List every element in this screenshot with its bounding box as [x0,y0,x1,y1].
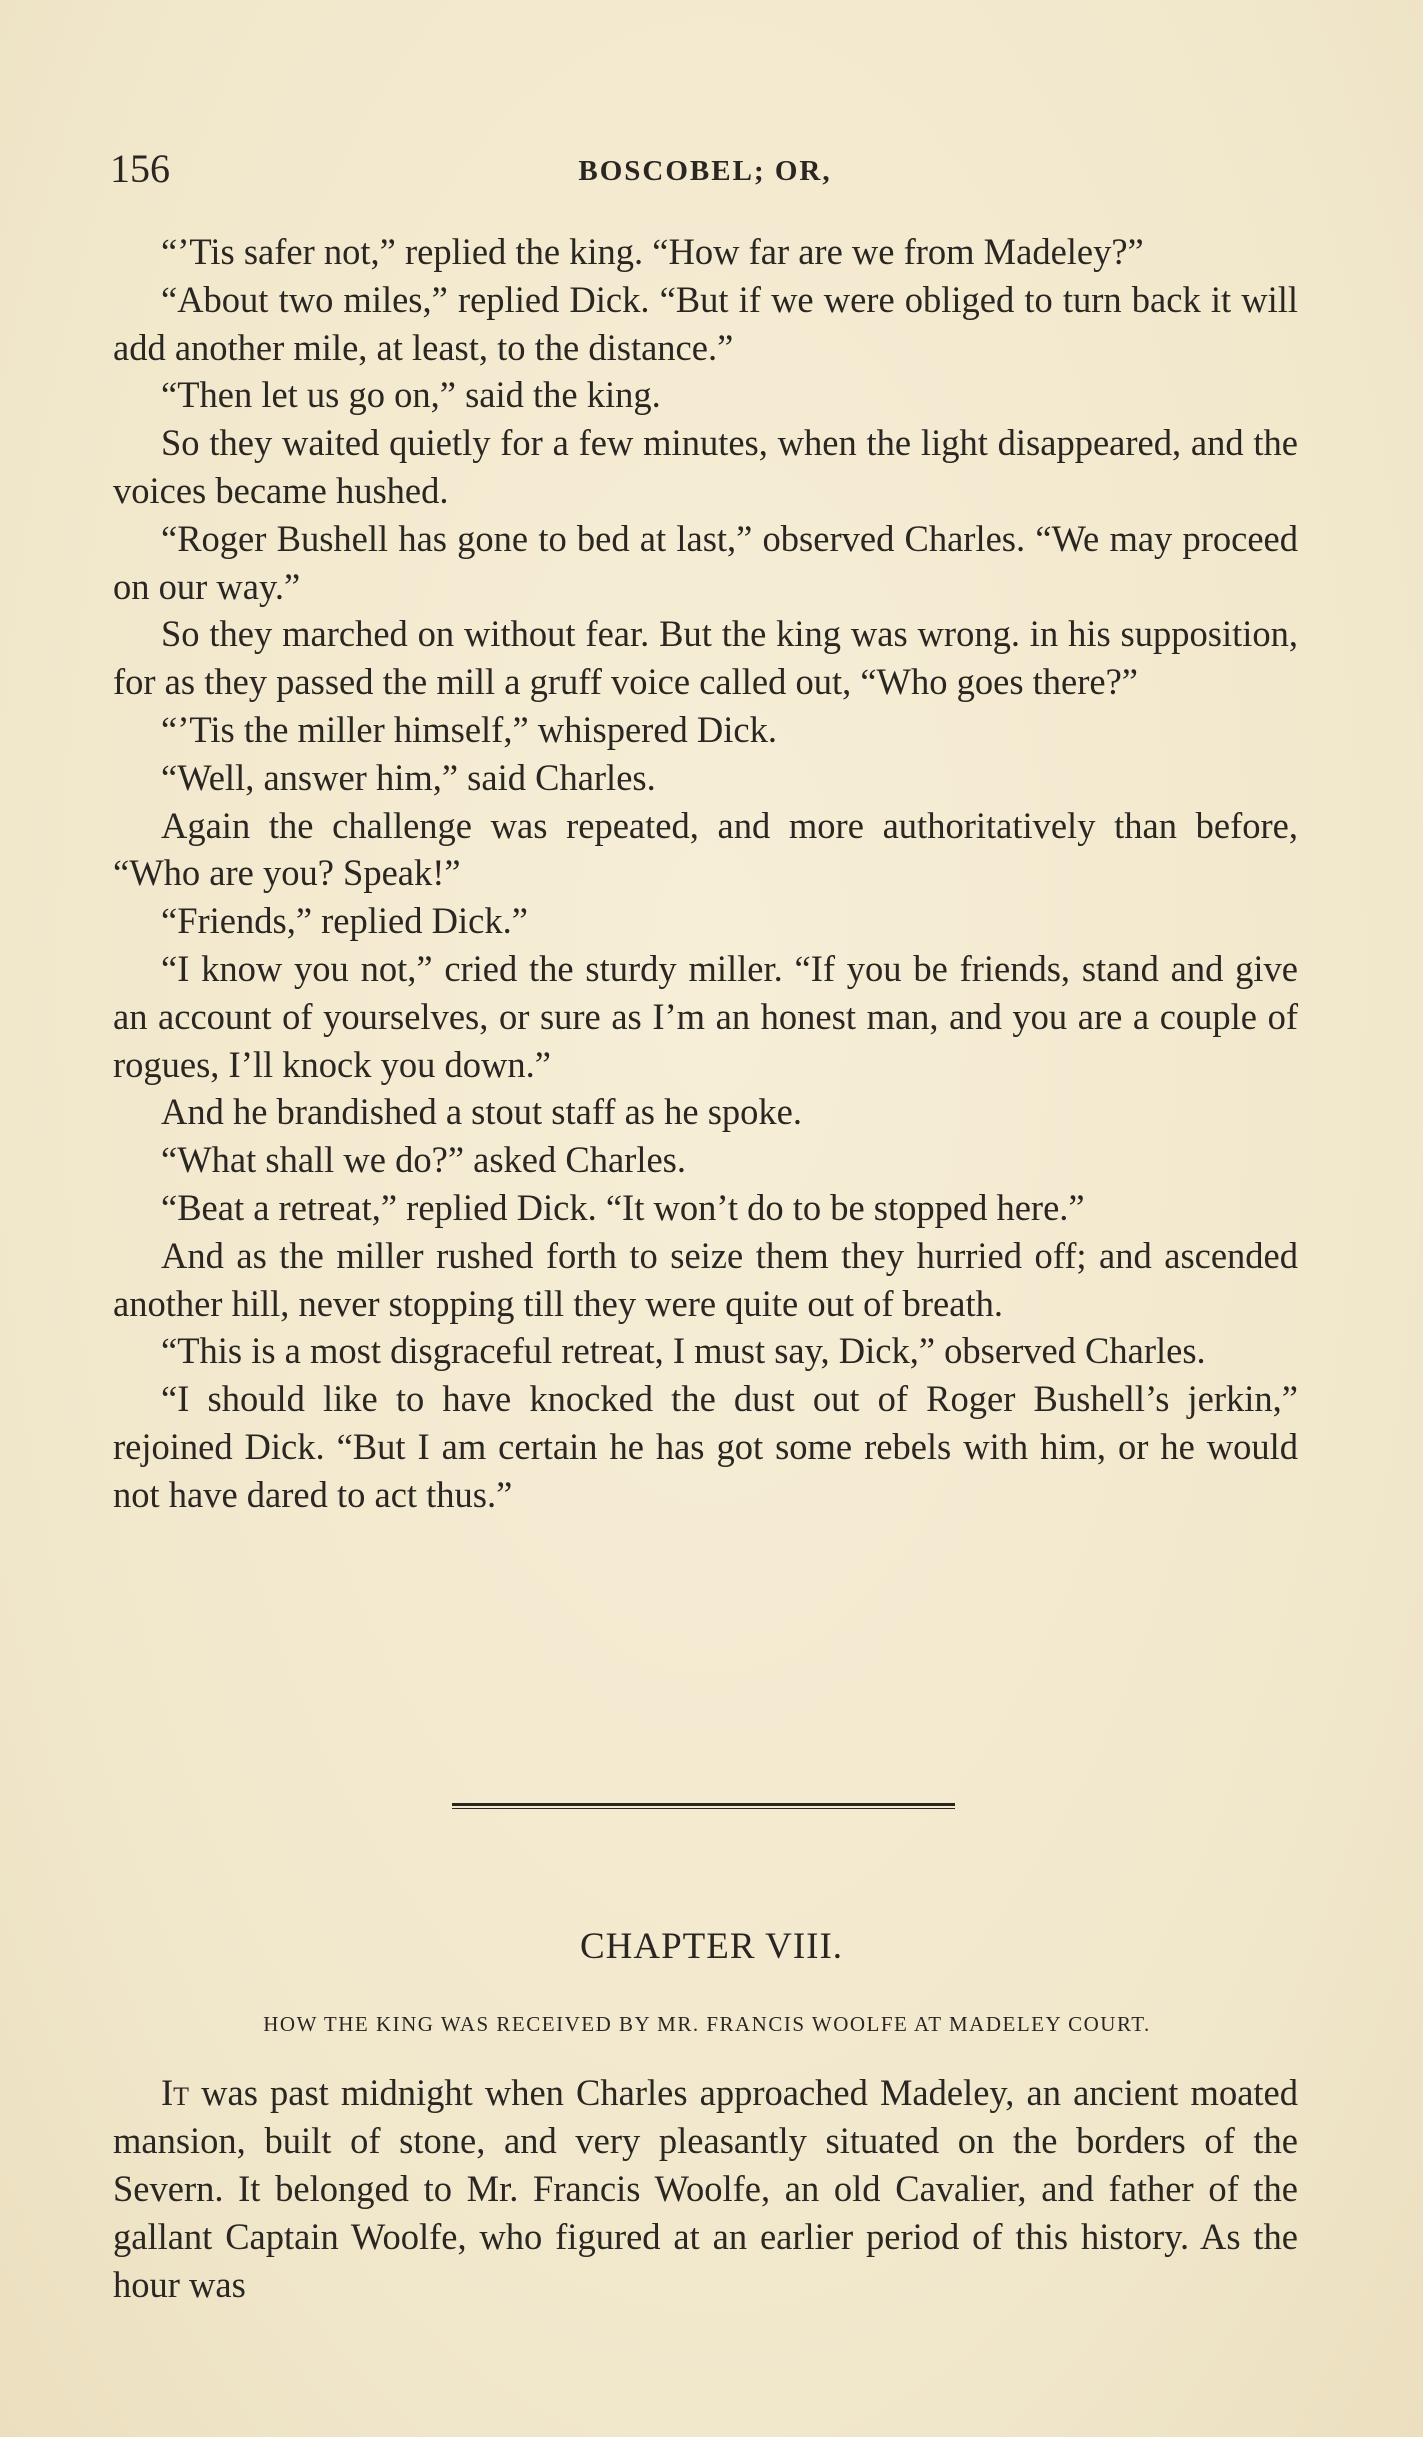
chapter-first-words: It [161,2072,190,2113]
chapter-opening [113,2069,1298,2309]
page-number: 156 [110,146,170,191]
paragraph: “’Tis the miller himself,” whispered Dick. [161,708,777,750]
paragraph: “Beat a retreat,” replied Dick. “It won’t do to be stopped here.” [161,1186,1085,1228]
paragraph: “About two miles,” replied Dick. “But if we were obliged to turn back it will add another mile, at least, to the distance.” [113,278,1298,368]
running-head [110,145,1300,195]
paragraph: Again the challenge was repeated, and more authoritatively than before, “Who are you? Speak!” [113,804,1298,894]
paragraph: “What shall we do?” asked Charles. [161,1139,686,1181]
running-title: BOSCOBEL; OR, [578,155,832,187]
paragraph: “I know you not,” cried the sturdy miller. “If you be friends, stand and give an account of yourselves, or sure as I’m an honest man, and you are a couple of rogues, I’ll knock you down.” [113,947,1298,1085]
chapter-title: CHAPTER VIII. [579,1926,844,1967]
paragraph: “Well, answer him,” said Charles. [161,756,656,798]
section-divider [452,1803,955,1809]
paragraph: And as the miller rushed forth to seize them they hurried off; and ascended another hill, never stopping till they were quite out of breath. [113,1234,1298,1324]
chapter-opening-text: was past midnight when Charles approached Madeley, an ancient moated mansion, built of stone, and very pleasantly situated on the borders of the Severn. It belonged to Mr. Francis Woolfe, an old Cavalier, and father of the gallant Captain Woolfe, who figured at an earlier period of this history. As the hour was [113,2072,1298,2305]
chapter-paragraph [113,2069,1298,2309]
body-text [113,228,1298,1519]
paragraph: “Roger Bushell has gone to bed at last,” observed Charles. “We may proceed on our way.” [113,517,1298,607]
paragraph: “’Tis safer not,” replied the king. “How far are we from Madeley?” [161,231,1144,272]
paragraph: “This is a most disgraceful retreat, I must say, Dick,” observed Charles. [161,1330,1206,1372]
paragraph: And he brandished a stout staff as he spoke. [161,1091,802,1133]
paragraph: So they waited quietly for a few minutes, when the light disappeared, and the voices became hushed. [113,422,1298,511]
paragraph: “I should like to have knocked the dust out of Roger Bushell’s jerkin,” rejoined Dick. “But I am certain he has got some rebels with him, or he would not have dared to act thus.” [113,1378,1298,1515]
paragraph: “Friends,” replied Dick.” [161,900,528,942]
paragraph: “Then let us go on,” said the king. [161,374,661,416]
chapter-subtitle: HOW THE KING WAS RECEIVED BY MR. FRANCIS WOOLFE AT MADELEY COURT. [263,2012,1151,2036]
paragraph: So they marched on without fear. But the king was wrong. in his supposition, for as they passed the mill a gruff voice called out, “Who goes there?” [113,613,1298,703]
